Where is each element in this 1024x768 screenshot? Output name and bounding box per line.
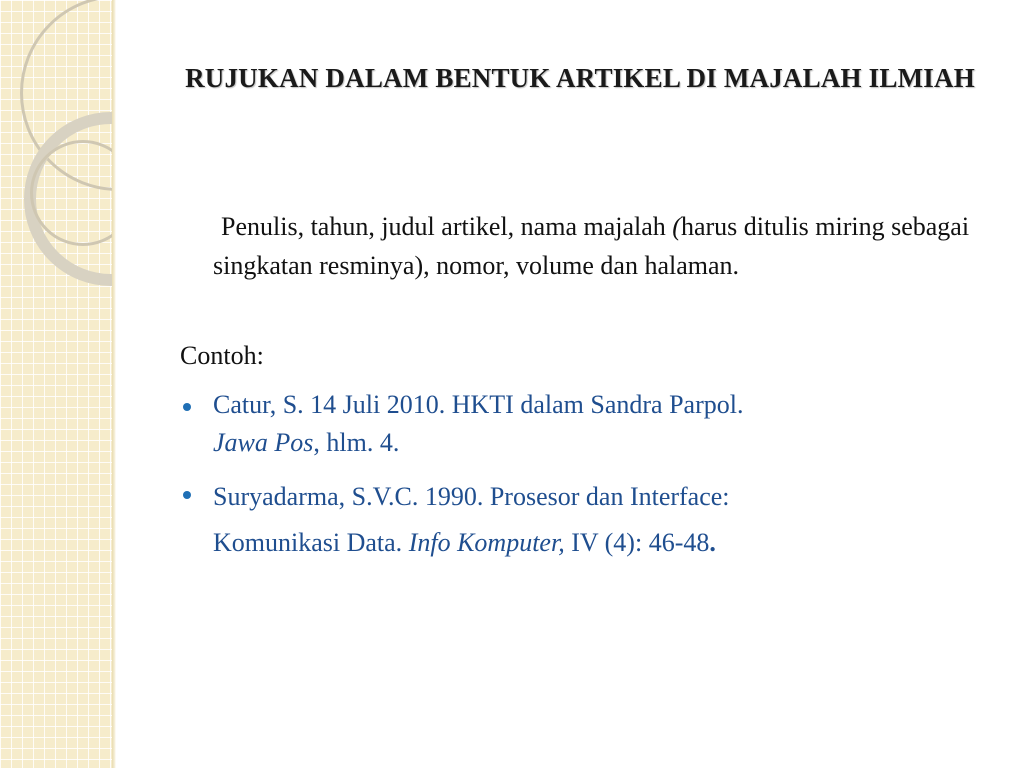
decorative-side-band [0, 0, 113, 768]
description-text: Penulis, tahun, judul artikel, nama majalah [221, 212, 673, 241]
reference-list [180, 386, 1000, 570]
description-text-cont: harus ditulis miring sebagai singkatan resminya), nomor, volume dan halaman. [213, 212, 970, 280]
description-italic-paren: ( [672, 212, 681, 241]
reference-end-mark: . [709, 528, 716, 557]
reference-volume: IV (4): 46-48 [564, 528, 710, 557]
example-label: Contoh: [180, 341, 264, 370]
reference-text: Catur, S. 14 Juli 2010. HKTI dalam Sandra Parpol. [213, 390, 744, 419]
side-band-edge [112, 0, 116, 768]
reference-journal: Jawa Pos [213, 428, 314, 457]
bullet-icon [183, 403, 191, 411]
reference-text: Suryadarma, S.V.C. 1990. Prosesor dan Interface: [213, 482, 730, 511]
list-item [180, 386, 1000, 462]
reference-title-cont: Komunikasi Data. [213, 528, 409, 557]
list-item [180, 474, 1000, 566]
reference-page: , hlm. 4. [313, 428, 400, 457]
slide-title: RUJUKAN DALAM BENTUK ARTIKEL DI MAJALAH ILMIAH [185, 63, 975, 93]
description-paragraph [180, 207, 1023, 285]
bullet-icon [183, 491, 191, 499]
reference-journal: Info Komputer, [408, 528, 565, 557]
